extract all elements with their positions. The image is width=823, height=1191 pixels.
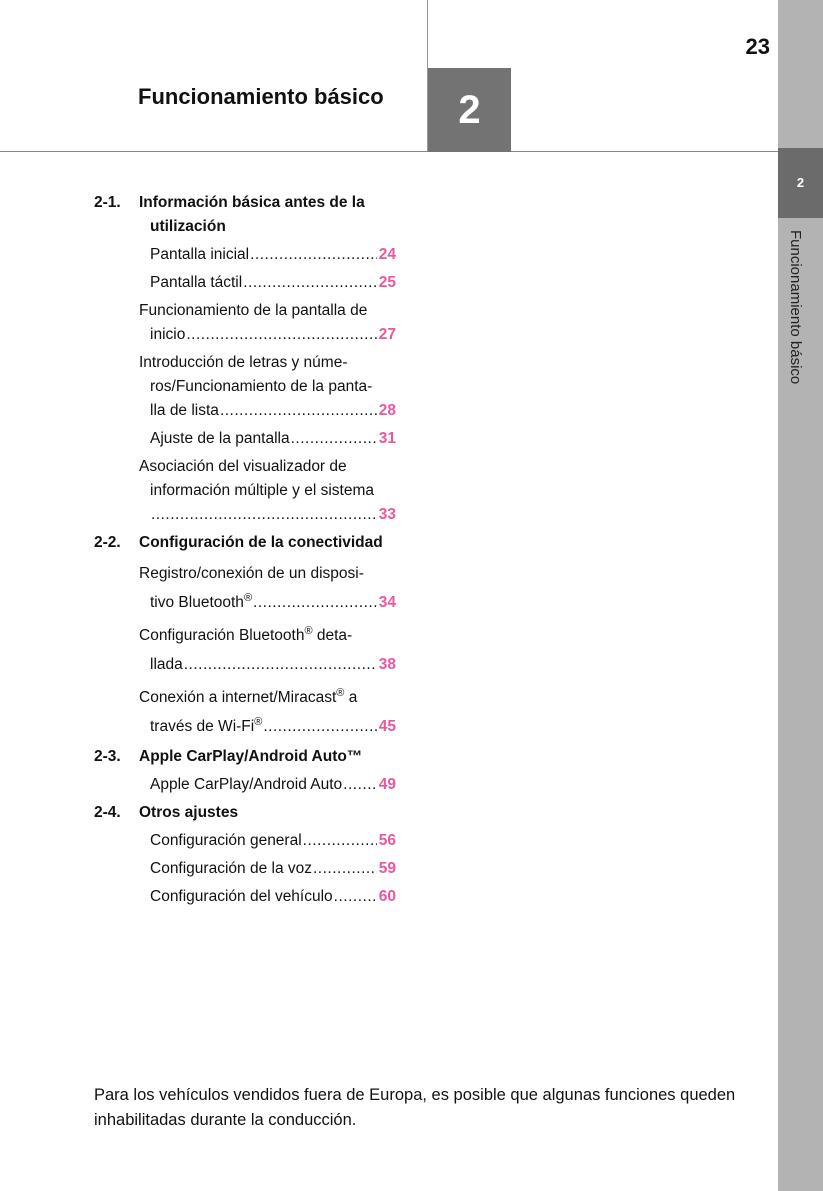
dot-leader bbox=[263, 712, 376, 741]
toc-section[interactable] bbox=[94, 531, 396, 555]
dot-leader bbox=[243, 271, 377, 295]
page-ref[interactable]: 49 bbox=[378, 776, 396, 793]
page-ref[interactable]: 28 bbox=[378, 402, 396, 419]
entry-text: Configuración de la voz bbox=[150, 860, 312, 877]
entry-text: inicio bbox=[150, 326, 186, 343]
toc-entry[interactable] bbox=[139, 559, 396, 617]
page-ref[interactable]: 59 bbox=[378, 860, 396, 877]
entry-text: tivo Bluetooth bbox=[150, 594, 244, 611]
entry-text: Introducción de letras y núme- bbox=[139, 354, 348, 371]
table-of-contents bbox=[94, 191, 396, 913]
entry-text: Configuración Bluetooth bbox=[139, 627, 305, 644]
entry-text: través de Wi-Fi bbox=[150, 718, 255, 735]
page-ref[interactable]: 56 bbox=[378, 832, 396, 849]
dot-leader bbox=[151, 503, 377, 527]
entry-text: Pantalla inicial bbox=[150, 246, 250, 263]
dot-leader bbox=[303, 829, 377, 853]
entry-text: llada bbox=[150, 656, 183, 673]
chapter-title: Funcionamiento básico bbox=[138, 84, 384, 109]
entry-text: ros/Funcionamiento de la panta- bbox=[150, 378, 373, 395]
page-ref[interactable]: 27 bbox=[378, 326, 396, 343]
entry-text: deta- bbox=[312, 627, 353, 644]
header-divider-horizontal bbox=[0, 151, 778, 152]
dot-leader bbox=[253, 588, 377, 617]
page-ref[interactable]: 60 bbox=[378, 888, 396, 905]
toc-section[interactable] bbox=[94, 801, 396, 825]
page-ref[interactable]: 38 bbox=[378, 656, 396, 673]
entry-text: Asociación del visualizador de bbox=[139, 458, 347, 475]
entry-text: Apple CarPlay/Android Auto bbox=[150, 776, 343, 793]
dot-leader bbox=[291, 427, 377, 451]
toc-entry[interactable] bbox=[139, 773, 396, 797]
dot-leader bbox=[250, 243, 377, 267]
section-title: Configuración de la conectividad bbox=[139, 534, 383, 551]
toc-entry[interactable] bbox=[139, 271, 396, 295]
section-number: 2-3. bbox=[94, 748, 121, 765]
toc-entry[interactable] bbox=[139, 351, 396, 423]
entry-text: Ajuste de la pantalla bbox=[150, 430, 290, 447]
entry-text: información múltiple y el sistema bbox=[150, 482, 374, 499]
side-index-label: Funcionamiento básico bbox=[787, 230, 804, 385]
page-ref[interactable]: 31 bbox=[378, 430, 396, 447]
page-ref[interactable]: 33 bbox=[378, 506, 396, 523]
entry-text: Configuración del vehículo bbox=[150, 888, 333, 905]
page-ref[interactable]: 25 bbox=[378, 274, 396, 291]
section-number: 2-4. bbox=[94, 804, 121, 821]
section-number: 2-2. bbox=[94, 534, 121, 551]
dot-leader bbox=[186, 323, 376, 347]
page-ref[interactable]: 34 bbox=[378, 594, 396, 611]
section-title: Información básica antes de la utilización bbox=[139, 194, 365, 235]
entry-text: lla de lista bbox=[150, 402, 219, 419]
entry-text: Pantalla táctil bbox=[150, 274, 243, 291]
entry-text: Funcionamiento de la pantalla de bbox=[139, 302, 368, 319]
section-title: Otros ajustes bbox=[139, 804, 239, 821]
toc-section[interactable] bbox=[94, 191, 396, 239]
toc-entry[interactable] bbox=[139, 299, 396, 347]
dot-leader bbox=[184, 650, 377, 679]
toc-entry[interactable] bbox=[139, 621, 396, 679]
toc-entry[interactable] bbox=[139, 683, 396, 741]
registered-mark: ® bbox=[304, 625, 313, 637]
page-number: 23 bbox=[745, 34, 770, 59]
entry-text: Registro/conexión de un disposi- bbox=[139, 565, 364, 582]
registered-mark: ® bbox=[336, 687, 345, 699]
dot-leader bbox=[220, 399, 377, 423]
dot-leader bbox=[334, 885, 377, 909]
dot-leader bbox=[313, 857, 377, 881]
toc-section[interactable] bbox=[94, 745, 396, 769]
toc-entry[interactable] bbox=[139, 885, 396, 909]
footnote: Para los vehículos vendidos fuera de Europa, es posible que algunas funciones queden inhabilitadas durante la conducción. bbox=[94, 1086, 736, 1129]
entry-text: Configuración general bbox=[150, 832, 302, 849]
page-ref[interactable]: 24 bbox=[378, 246, 396, 263]
entry-text: a bbox=[344, 689, 358, 706]
chapter-number-box: 2 bbox=[428, 68, 511, 152]
side-index-tab[interactable]: 2 bbox=[778, 148, 823, 218]
registered-mark: ® bbox=[254, 716, 263, 728]
toc-entry[interactable] bbox=[139, 857, 396, 881]
dot-leader bbox=[343, 773, 377, 797]
toc-entry[interactable] bbox=[139, 829, 396, 853]
toc-entry[interactable] bbox=[139, 243, 396, 267]
toc-entry[interactable] bbox=[139, 427, 396, 451]
registered-mark: ® bbox=[243, 592, 253, 604]
page-ref[interactable]: 45 bbox=[378, 718, 396, 735]
entry-text: Conexión a internet/Miracast bbox=[139, 689, 337, 706]
section-title: Apple CarPlay/Android Auto™ bbox=[139, 748, 363, 765]
section-number: 2-1. bbox=[94, 194, 121, 211]
toc-entry[interactable] bbox=[139, 455, 396, 527]
